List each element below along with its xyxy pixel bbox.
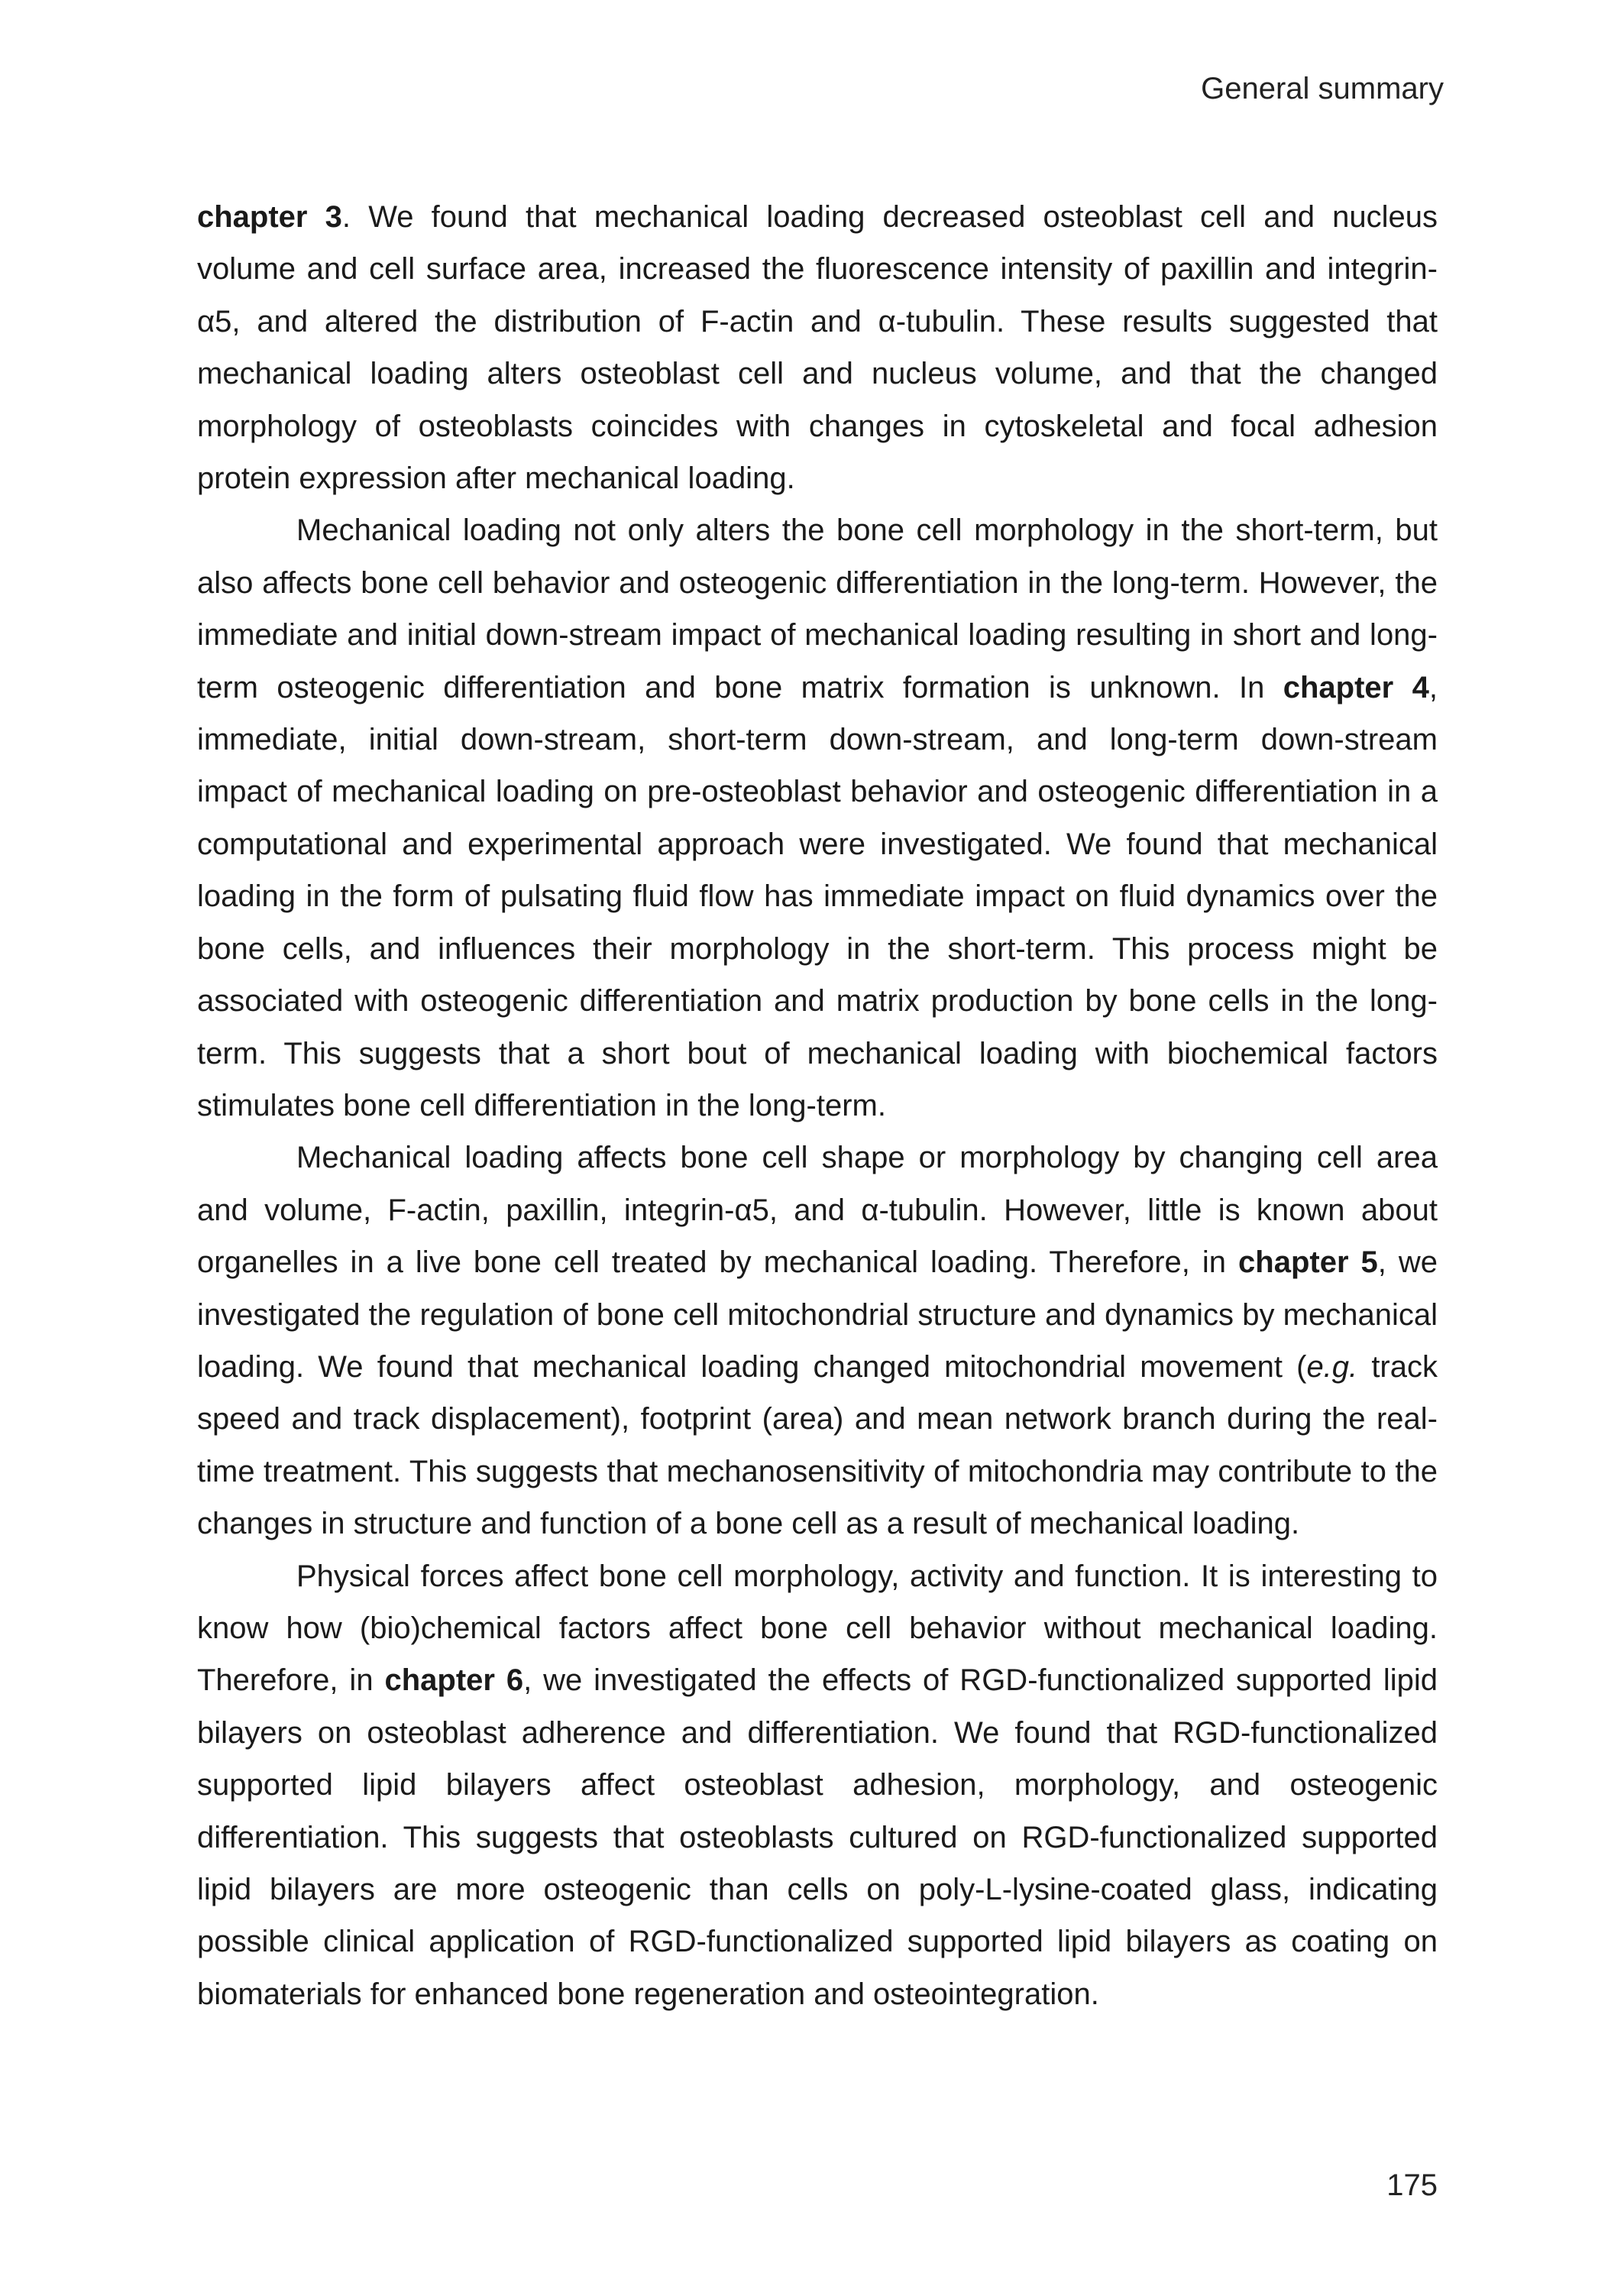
text-segment: . We found that mechanical loading decreased osteoblast cell and nucleus volume and cell surface area, increased the fluorescence intensity of paxillin and integrin-α5, and altered the distribution of F-actin and α-tubulin. These results suggested that mechanical loading alters osteoblast cell and nucleus volume, and that the changed morphology of osteoblasts coincides with changes in cytoskeletal and focal adhesion protein expression after mechanical loading. <box>197 200 1438 496</box>
paragraph <box>197 1132 1438 1550</box>
chapter-reference: chapter 6 <box>384 1663 524 1698</box>
chapter-reference: chapter 5 <box>1238 1245 1378 1280</box>
chapter-reference: chapter 4 <box>1283 670 1429 704</box>
body-text <box>197 191 1438 2020</box>
text-segment: Physical forces affect bone cell morphology, activity and function. It is interesting to know how (bio)chemical factors affect bone cell behavior without mechanical loading. Therefore, in <box>197 1559 1438 1698</box>
text-segment: Mechanical loading affects bone cell shape or morphology by changing cell area and volume, F-actin, paxillin, integrin-α5, and α-tubulin. However, little is known about organelles in a live bone cell treated by mechanical loading. Therefore, in <box>197 1141 1438 1280</box>
chapter-reference: chapter 3 <box>197 200 342 234</box>
page-number: 175 <box>1386 2168 1438 2202</box>
text-segment: track speed and track displacement), footprint (area) and mean network branch during the real-time treatment. This suggests that mechanosensitivity of mitochondria may contribute to the changes in structure and function of a bone cell as a result of mechanical loading. <box>197 1349 1438 1541</box>
running-header: General summary <box>1201 72 1444 105</box>
text-segment: Mechanical loading not only alters the bone cell morphology in the short-term, but also affects bone cell behavior and osteogenic differentiation in the long-term. However, the immediate and initial down-stream impact of mechanical loading resulting in short and long-term osteogenic differentiation and bone matrix formation is unknown. In <box>197 513 1438 704</box>
text-segment: , we investigated the regulation of bone cell mitochondrial structure and dynamics by mechanical loading. We found that mechanical loading changed mitochondrial movement ( <box>197 1245 1438 1384</box>
text-segment: , we investigated the effects of RGD-functionalized supported lipid bilayers on osteoblast adherence and differentiation. We found that RGD-functionalized supported lipid bilayers affect osteoblast adhesion, morphology, and osteogenic differentiation. This suggests that osteoblasts cultured on RGD-functionalized supported lipid bilayers are more osteogenic than cells on poly-L-lysine-coated glass, indicating possible clinical application of RGD-functionalized supported lipid bilayers as coating on biomaterials for enhanced bone regeneration and osteointegration. <box>197 1663 1438 2011</box>
paragraph <box>197 504 1438 1132</box>
paragraph <box>197 191 1438 504</box>
text-segment: , immediate, initial down-stream, short-term down-stream, and long-term down-stream impact of mechanical loading on pre-osteoblast behavior and osteogenic differentiation in a computational and experimental approach were investigated. We found that mechanical loading in the form of pulsating fluid flow has immediate impact on fluid dynamics over the bone cells, and influences their morphology in the short-term. This process might be associated with osteogenic differentiation and matrix production by bone cells in the long-term. This suggests that a short bout of mechanical loading with biochemical factors stimulates bone cell differentiation in the long-term. <box>197 670 1438 1122</box>
paragraph <box>197 1550 1438 2021</box>
italic-term: e.g. <box>1306 1349 1358 1384</box>
